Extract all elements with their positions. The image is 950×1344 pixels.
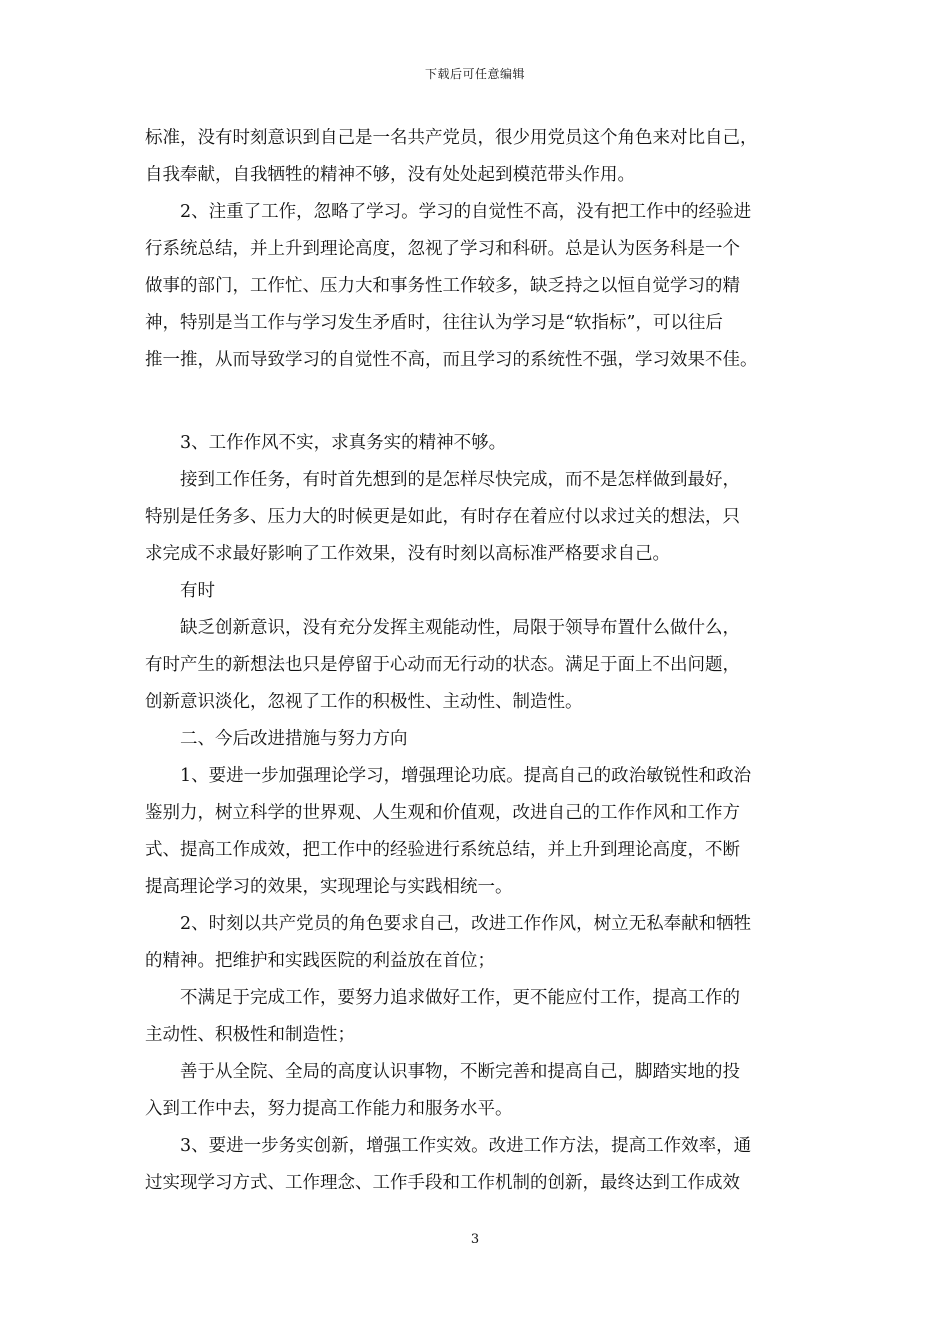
paragraph-start: 2、时刻以共产党员的角色要求自己，改进工作作风，树立无私奉献和牺牲 [180,914,752,934]
text-line: 求完成不求最好影响了工作效果，没有时刻以高标准严格要求自己。 [145,544,670,564]
text-line: 入到工作中去，努力提高工作能力和服务水平。 [145,1099,513,1119]
page-number: 3 [470,1232,480,1247]
text-line: 自我奉献，自我牺牲的精神不够，没有处处起到模范带头作用。 [145,165,635,185]
text-line: 标准，没有时刻意识到自己是一名共产党员，很少用党员这个角色来对比自己， [145,128,758,148]
paragraph-start: 有时 [180,581,215,601]
document-body [145,120,825,1202]
text-line: 创新意识淡化，忽视了工作的积极性、主动性、制造性。 [145,692,583,712]
text-line: 做事的部门，工作忙、压力大和事务性工作较多，缺乏持之以恒自觉学习的精 [145,276,740,296]
paragraph-start: 接到工作任务，有时首先想到的是怎样尽快完成，而不是怎样做到最好， [180,470,740,490]
text-line: 过实现学习方式、工作理念、工作手段和工作机制的创新，最终达到工作成效 [145,1173,740,1193]
text-line: 提高理论学习的效果，实现理论与实践相统一。 [145,877,513,897]
text-line: 有时产生的新想法也只是停留于心动而无行动的状态。满足于面上不出问题， [145,655,740,675]
text-line: 推一推，从而导致学习的自觉性不高，而且学习的系统性不强，学习效果不佳。 [145,350,758,370]
paragraph-start: 不满足于完成工作，要努力追求做好工作，更不能应付工作，提高工作的 [180,988,740,1008]
paragraph-start: 3、要进一步务实创新，增强工作实效。改进工作方法，提高工作效率，通 [180,1136,752,1156]
text-line: 的精神。把维护和实践医院的利益放在首位； [145,951,495,971]
paragraph-gap [145,379,825,425]
text-line: 神，特别是当工作与学习发生矛盾时，往往认为学习是“软指标”，可以往后 [145,313,723,333]
paragraph-start: 缺乏创新意识，没有充分发挥主观能动性，局限于领导布置什么做什么， [180,618,740,638]
text-line: 特别是任务多、压力大的时候更是如此，有时存在着应付以求过关的想法，只 [145,507,740,527]
text-line: 主动性、积极性和制造性； [145,1025,355,1045]
text-line: 式、提高工作成效，把工作中的经验进行系统总结，并上升到理论高度，不断 [145,840,740,860]
paragraph-start: 1、要进一步加强理论学习，增强理论功底。提高自己的政治敏锐性和政治 [180,766,752,786]
text-line: 鉴别力，树立科学的世界观、人生观和价值观，改进自己的工作作风和工作方 [145,803,740,823]
paragraph-start: 善于从全院、全局的高度认识事物，不断完善和提高自己，脚踏实地的投 [180,1062,740,1082]
section-heading: 二、今后改进措施与努力方向 [180,729,408,749]
page-header: 下载后可任意编辑 [424,67,525,81]
paragraph-start: 3、工作作风不实，求真务实的精神不够。 [180,433,507,453]
text-line: 行系统总结，并上升到理论高度，忽视了学习和科研。总是认为医务科是一个 [145,239,740,259]
paragraph-start: 2、注重了工作，忽略了学习。学习的自觉性不高，没有把工作中的经验进 [180,202,752,222]
